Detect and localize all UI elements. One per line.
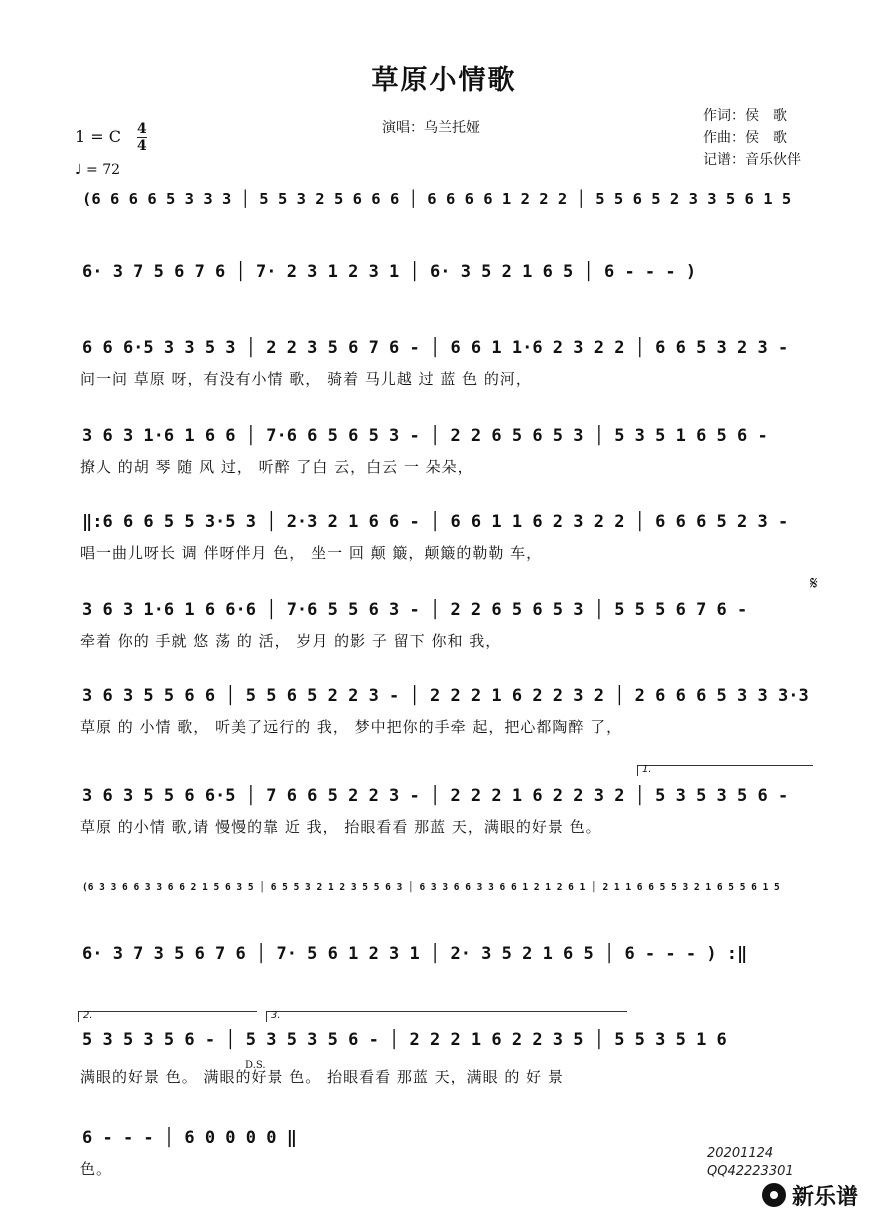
ending-1-bracket — [637, 765, 813, 776]
credit-lyricist: 作词：侯 歌 — [703, 108, 787, 124]
notation-line: ‖:6 6 6 5 5 3·5 3 │ 2·3 2 1 6 6 - │ 6 6 1 1 6 2 3 2 2 │ 6 6 6 5 2 3 - — [82, 512, 789, 532]
ending-2-bracket — [78, 1011, 257, 1022]
record-icon — [762, 1183, 786, 1207]
ending-3-label: 3. — [271, 1010, 281, 1021]
segno-sign: 𝄋 — [810, 573, 818, 594]
credits — [703, 105, 801, 171]
song-title: 草原小情歌 — [371, 65, 517, 96]
notation-line: 6· 3 7 5 6 7 6 │ 7· 2 3 1 2 3 1 │ 6· 3 5 2 1 6 5 │ 6 - - - ) — [82, 262, 697, 282]
lyric-line: 色。 — [80, 1160, 113, 1178]
notation-line: (6 6 6 6 5 3 3 3 │ 5 5 3 2 5 6 6 6 │ 6 6 6 6 1 2 2 2 │ 5 5 6 5 2 3 3 5 6 1 5 — [82, 190, 792, 208]
notation-line: 3 6 3 1·6 1 6 6 │ 7·6 6 5 6 5 3 - │ 2 2 6 5 6 5 3 │ 5 3 5 1 6 5 6 - — [82, 426, 768, 446]
lyric-line: 草原 的 小情 歌， 听美了远行的 我， 梦中把你的手牵 起，把心都陶醉 了， — [80, 718, 623, 736]
stamp-date: 20201124 — [707, 1146, 774, 1161]
time-sig-top: 4 — [137, 121, 147, 137]
notation-line: 6 6 6·5 3 3 5 3 │ 2 2 3 5 6 7 6 - │ 6 6 1 1·6 2 3 2 2 │ 6 6 5 3 2 3 - — [82, 338, 789, 358]
notation-line: 6· 3 7 3 5 6 7 6 │ 7· 5 6 1 2 3 1 │ 2· 3 5 2 1 6 5 │ 6 - - - ) :‖ — [82, 944, 748, 964]
credit-transcriber: 记谱：音乐伙伴 — [703, 152, 801, 168]
time-signature — [137, 121, 147, 154]
logo-text: 新乐谱 — [792, 1185, 859, 1210]
lyric-line: 牵着 你的 手就 悠 荡 的 活， 岁月 的影 子 留下 你和 我， — [80, 632, 502, 650]
key-signature: 1 = C — [75, 127, 121, 146]
time-sig-bottom: 4 — [137, 138, 147, 154]
singer: 演唱：乌兰托娅 — [382, 120, 480, 136]
lyric-line: 草原 的小情 歌,请 慢慢的靠 近 我， 抬眼看看 那蓝 天，满眼的好景 色。 — [80, 818, 602, 836]
notation-line: (6 3 3 6 6 3 3 6 6 2 1 5 6 3 5 │ 6 5 5 3 2 1 2 3 5 5 6 3 │ 6 3 3 6 6 3 3 6 6 1 2 1 2 6 1 │ 2 1 1 6 6 5 5 3 2 1 6 5 5 6 1 5 — [82, 882, 780, 893]
ending-3-bracket — [266, 1011, 627, 1022]
ds-mark: D.S. — [245, 1060, 266, 1071]
notation-line: 3 6 3 5 5 6 6·5 │ 7 6 6 5 2 2 3 - │ 2 2 2 1 6 2 2 3 2 │ 5 3 5 3 5 6 - — [82, 786, 789, 806]
site-logo[interactable] — [760, 1180, 880, 1210]
notation-line: 3 6 3 1·6 1 6 6·6 │ 7·6 5 5 6 3 - │ 2 2 6 5 6 5 3 │ 5 5 5 6 7 6 - — [82, 600, 748, 620]
lyric-line: 撩人 的胡 琴 随 风 过， 听醉 了白 云，白云 一 朵朵， — [80, 458, 474, 476]
lyric-line: 唱一曲儿呀长 调 伴呀伴月 色， 坐一 回 颠 簸，颠簸的勒勒 车， — [80, 544, 543, 562]
lyric-line: 问一问 草原 呀，有没有小情 歌， 骑着 马儿越 过 蓝 色 的河， — [80, 370, 532, 388]
notation-line: 3 6 3 5 5 6 6 │ 5 5 6 5 2 2 3 - │ 2 2 2 1 6 2 2 3 2 │ 2 6 6 6 5 3 3 3·3 — [82, 686, 809, 706]
stamp-qq: QQ42223301 — [707, 1164, 794, 1179]
credit-composer: 作曲：侯 歌 — [703, 130, 787, 146]
lyric-line: 满眼的好景 色。 满眼的好景 色。 抬眼看看 那蓝 天，满眼 的 好 景 — [80, 1068, 564, 1086]
ending-2-label: 2. — [83, 1010, 93, 1021]
notation-line: 6 - - - │ 6 0 0 0 0 ‖ — [82, 1128, 297, 1148]
tempo-mark: ♩ = 72 — [75, 162, 121, 178]
notation-line: 5 3 5 3 5 6 - │ 5 3 5 3 5 6 - │ 2 2 2 1 6 2 2 3 5 │ 5 5 3 5 1 6 — [82, 1030, 727, 1050]
ending-1-label: 1. — [642, 764, 652, 775]
